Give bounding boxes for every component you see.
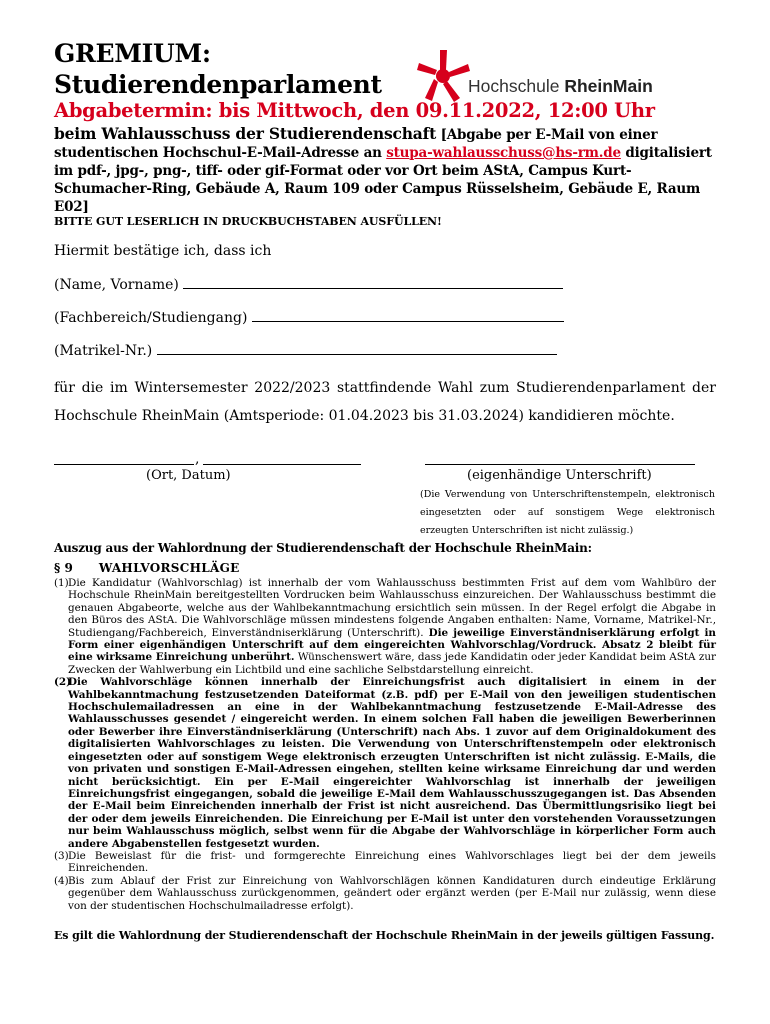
logo-text-prefix: Hochschule (468, 76, 565, 96)
title-line-1: GREMIUM: (54, 39, 211, 68)
section-number: § 9 (54, 561, 73, 575)
email-link[interactable]: stupa-wahlausschuss@hs-rm.de (386, 145, 621, 161)
rule-item-2 (54, 676, 716, 850)
name-label: (Name, Vorname) (54, 277, 179, 293)
candidacy-statement: für die im Wintersemester 2022/2023 stattfindende Wahl zum Studierendenparlament der Hochschule RheinMain (Amtsperiode: 01.04.2023 bis 31.03.2024) kandidieren möchte. (54, 380, 716, 424)
rule-item-1 (54, 577, 716, 676)
signature-label: (eigenhändige Unterschrift) (467, 468, 652, 483)
rule-number: (1) (54, 577, 69, 589)
rule-item-4 (54, 875, 716, 912)
block-letters-note: BITTE GUT LESERLICH IN DRUCKBUCHSTABEN AUSFÜLLEN! (54, 215, 442, 228)
rule-text (68, 577, 716, 676)
rule-text-bold: Die jeweilige Einverständniserklärung erfolgt in Form einer eigenhändigen Unterschrift auf dem eingereichten Wahlvorschlag/Vordruck. Absatz 2 bleibt für eine wirksame Einreichung unberührt. (68, 626, 716, 664)
section-title: WAHLVORSCHLÄGE (98, 561, 240, 575)
logo-wordmark (468, 76, 653, 97)
extract-heading: Auszug aus der Wahlordnung der Studierendenschaft der Hochschule RheinMain: (54, 541, 592, 555)
confirm-text: Hiermit bestätige ich, dass ich (54, 243, 272, 259)
faculty-field-row (54, 310, 564, 326)
rule-text: Bis zum Ablauf der Frist zur Einreichung von Wahlvorschlägen können Kandidaturen durch eindeutige Erklärung gegenüber dem Wahlausschuss zurückgenommen, geändert oder ergänzt werden (per E-Mail nur zulässig, wenn diese von der studentischen Hochschulmailadresse erfolgt). (68, 874, 716, 912)
place-date-label: (Ort, Datum) (146, 468, 231, 483)
matrikel-field-row (54, 343, 557, 359)
name-input-line[interactable] (183, 278, 563, 289)
hochschule-logo (410, 48, 660, 102)
submission-instructions (54, 125, 724, 216)
deadline-heading: Abgabetermin: bis Mittwoch, den 09.11.2022, 12:00 Uhr (54, 99, 655, 122)
section-heading (54, 561, 240, 575)
faculty-label: (Fachbereich/Studiengang) (54, 310, 248, 326)
intro-text-a: [Abgabe per E-Mail von einer studentischen Hochschul-E-Mail-Adresse an (54, 127, 658, 161)
intro-lead: beim Wahlausschuss der Studierendenschaft (54, 124, 437, 143)
asterisk-logo-icon (416, 48, 470, 102)
rule-text: Die Beweislast für die frist- und formgerechte Einreichung eines Wahlvorschlages liegt bei der dem jeweils Einreichenden. (68, 849, 716, 875)
rule-number: (3) (54, 849, 69, 862)
rule-text-tail: Wünschenswert wäre, dass jede Kandidatin oder jeder Kandidat beim AStA zur Zwecken der Wahlwerbung ein Lichtbild und eine sachliche Selbstdarstellung einreicht. (68, 651, 717, 676)
title-line-2: Studierendenparlament (54, 70, 382, 99)
election-rules (54, 577, 716, 912)
document-title (54, 38, 382, 100)
rule-item-3 (54, 850, 716, 875)
date-input-line[interactable] (203, 464, 361, 465)
matrikel-input-line[interactable] (157, 344, 557, 355)
rule-number: (2) (54, 676, 72, 689)
matrikel-label: (Matrikel-Nr.) (54, 343, 153, 359)
rule-number: (4) (54, 874, 69, 887)
rule-text: Die Wahlvorschläge können innerhalb der Einreichungsfrist auch digitalisiert in einem in der Wahlbekanntmachung festzusetzenden Dateiformat (z.B. pdf) per E-Mail von den jeweiligen studentischen Hochschulemailadressen an eine in der Wahlbekanntmachung festzusetzende E-Mail-Adresse des Wahlausschusses gesendet / eingereicht werden. In einem solchen Fall haben die jeweiligen Bewerberinnen oder Bewerber ihre Einverständniserklärung (Unterschrift) nach Abs. 1 zuvor auf dem Originaldokument des digitalisierten Wahlvorschlages zu leisten. Die Verwendung von Unterschriftenstempeln oder elektronisch eingesetzten oder auf sonstigem Wege elektronisch erzeugten Unterschriften ist nicht zulässig. E-Mails, die von privaten und sonstigen E-Mail-Adressen eingehen, stellten keine wirksame Einreichung dar und werden nicht berücksichtigt. Ein per E-Mail eingereichter Wahlvorschlag ist innerhalb der jeweiligen Einreichungsfrist eingegangen, sobald die jeweilige E-Mail dem Wahlausschusszugegangen ist. Das Absenden der E-Mail beim Einreichenden innerhalb der Frist ist nicht ausreichend. Das Übermittlungsrisiko liegt bei der oder dem jeweils Einreichenden. Die Einreichung per E-Mail ist unter den vorstehenden Voraussetzungen nur beim Wahlausschuss möglich, selbst wenn für die Abgabe der Wahlvorschläge in körperlicher Form auch andere Abgabenstellen festgesetzt wurden. (68, 676, 716, 850)
signature-input-line[interactable] (425, 464, 695, 465)
validity-footer: Es gilt die Wahlordnung der Studierendenschaft der Hochschule RheinMain in der jeweils gültigen Fassung. (54, 929, 715, 942)
comma-separator: , (195, 451, 200, 467)
intro-text-b: digitalisiert im pdf-, jpg-, png-, tiff- oder gif-Format oder vor Ort beim AStA, Campus Kurt-Schumacher-Ring, Gebäude A, Raum 109 oder Campus Rüsselsheim, Gebäude E, Raum E02] (54, 145, 712, 215)
rule-text-plain: Die Kandidatur (Wahlvorschlag) ist innerhalb der vom Wahlausschuss bestimmten Frist auf dem vom Wahlbüro der Hochschule RheinMain bereitgestellten Vordrucken beim Wahlausschuss einzureichen. Der Wahlausschuss bestimmt die genauen Abgabeorte, welche aus der Wahlbekanntmachung ersichtlich sein müssen. In der Regel erfolgt die Abgabe in den Büros des AStA. Die Wahlvorschläge müssen mindestens folgende Angaben enthalten: Name, Vorname, Matrikel-Nr., Studiengang/Fachbereich, Einverständniserklärung (Unterschrift). (68, 577, 716, 639)
name-field-row (54, 277, 563, 293)
signature-note: (Die Verwendung von Unterschriftenstempeln, elektronisch eingesetzten oder auf sonstigem Wege elektronisch erzeugten Unterschriften ist nicht zulässig.) (420, 489, 715, 536)
place-input-line[interactable] (54, 464, 194, 465)
logo-text-bold: RheinMain (564, 76, 653, 96)
faculty-input-line[interactable] (252, 311, 564, 322)
